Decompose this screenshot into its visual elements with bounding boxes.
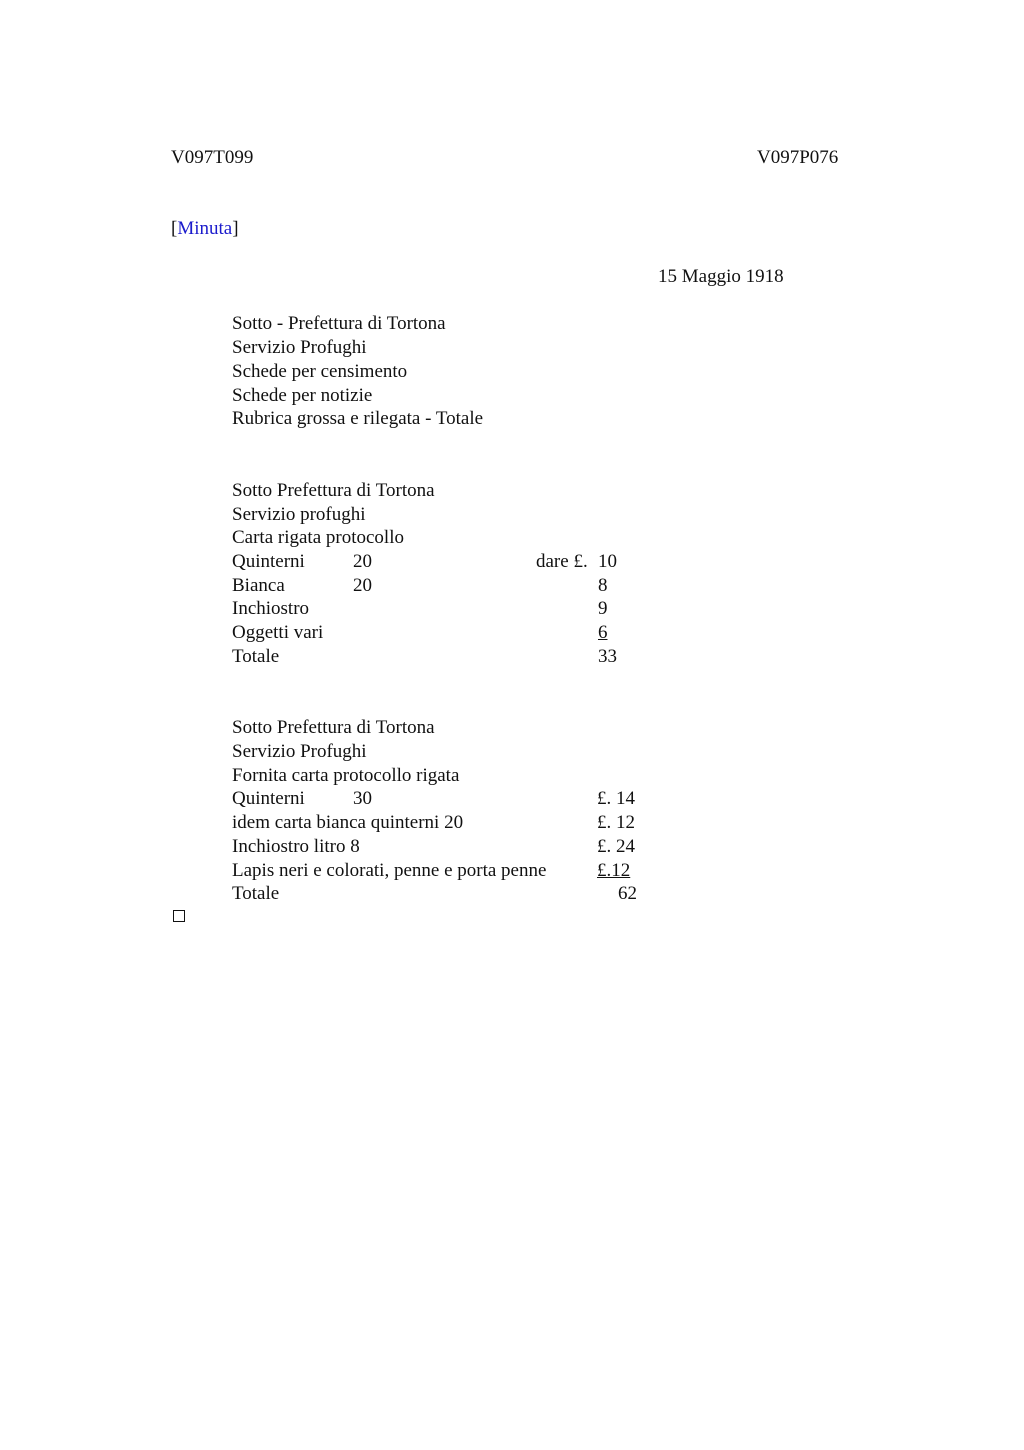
block3-heading: Sotto Prefettura di Tortona: [232, 717, 435, 738]
block2-row-amount: 6: [598, 622, 608, 643]
block1-line: Schede per notizie: [232, 385, 373, 406]
tag-close-bracket: ]: [232, 218, 239, 239]
block3-heading: Servizio Profughi: [232, 741, 367, 762]
block2-row-amount: 10: [598, 551, 617, 572]
block3-heading: Fornita carta protocollo rigata: [232, 765, 460, 786]
block3-row-item: idem carta bianca quinterni 20: [232, 812, 464, 833]
block3-total-amount: 62: [618, 883, 637, 904]
block2-row-item: Bianca: [232, 575, 285, 596]
block3-row-amount: £. 24: [597, 836, 635, 857]
block3-total-label: Totale: [232, 883, 280, 904]
block2-row-prefix: dare £.: [536, 551, 588, 572]
block2-heading: Sotto Prefettura di Tortona: [232, 480, 435, 501]
block3-row-item: Lapis neri e colorati, penne e porta penne: [232, 860, 547, 881]
block1-line: Rubrica grossa e rilegata - Totale: [232, 408, 484, 429]
block3-row-item: Inchiostro litro 8: [232, 836, 360, 857]
block2-row-amount: 8: [598, 575, 608, 596]
block2-total-amount: 33: [598, 646, 617, 667]
block2-row-item: Quinterni: [232, 551, 305, 572]
block1-line: Schede per censimento: [232, 361, 408, 382]
block3-row-amount: £. 12: [597, 812, 635, 833]
empty-square-icon: [173, 910, 185, 922]
block1-line: Sotto - Prefettura di Tortona: [232, 313, 446, 334]
document-code-left: V097T099: [171, 147, 254, 168]
minuta-link[interactable]: Minuta: [177, 218, 233, 239]
block1-line: Servizio Profughi: [232, 337, 367, 358]
block2-row-amount: 9: [598, 598, 608, 619]
block2-row-qty: 20: [353, 575, 372, 596]
block2-heading: Servizio profughi: [232, 504, 366, 525]
block2-row-qty: 20: [353, 551, 372, 572]
tag-open-bracket: [: [171, 218, 178, 239]
document-date: 15 Maggio 1918: [658, 266, 784, 287]
block3-row-amount: £.12: [597, 860, 631, 881]
block3-row-amount: £. 14: [597, 788, 635, 809]
block3-row-item: Quinterni: [232, 788, 305, 809]
block2-heading: Carta rigata protocollo: [232, 527, 404, 548]
minuta-tag: [171, 217, 239, 241]
block3-row-qty: 30: [353, 788, 372, 809]
document-code-right: V097P076: [757, 147, 839, 168]
block2-row-item: Inchiostro: [232, 598, 310, 619]
block2-total-label: Totale: [232, 646, 280, 667]
block2-row-item: Oggetti vari: [232, 622, 324, 643]
